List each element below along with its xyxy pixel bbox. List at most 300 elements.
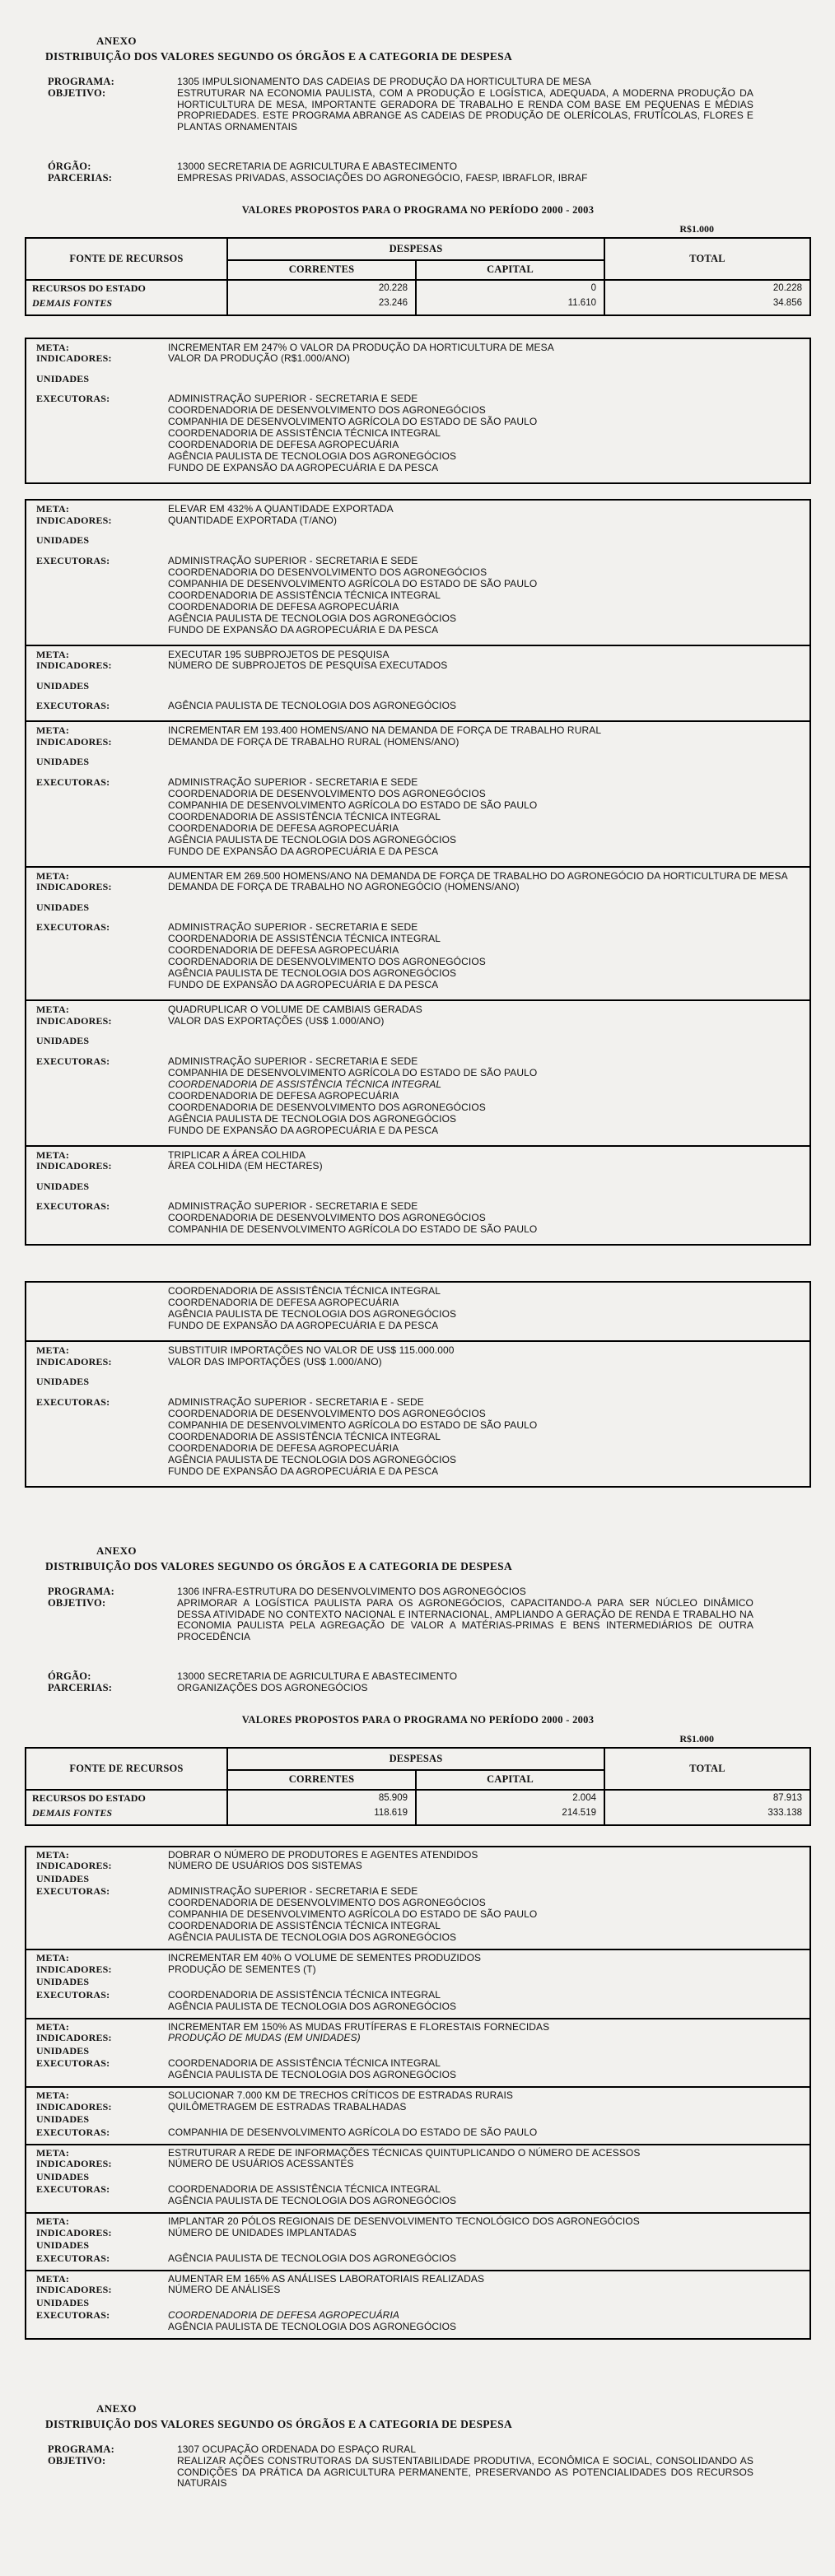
executor-unit: COORDENADORIA DE ASSISTÊNCIA TÉCNICA INTEGRAL <box>168 589 441 601</box>
executoras-label: EXECUTORAS: <box>36 1988 110 2001</box>
meta-row <box>26 2285 809 2296</box>
executor-unit: COORDENADORIA DE ASSISTÊNCIA TÉCNICA INTEGRAL <box>168 810 441 822</box>
orgao-value: 13000 SECRETARIA DE AGRICULTURA E ABASTECIMENTO <box>177 1670 458 1682</box>
executor-unit: COORDENADORIA DE ASSISTÊNCIA TÉCNICA INTEGRAL <box>168 1988 441 2001</box>
executor-unit: COORDENADORIA DE DEFESA AGROPECUÁRIA <box>168 822 399 834</box>
executor-unit: COORDENADORIA DE DEFESA AGROPECUÁRIA <box>168 2309 399 2322</box>
unidades-label: UNIDADES <box>36 1872 90 1884</box>
executor-unit: COORDENADORIA DO DESENVOLVIMENTO DOS AGRONEGÓCIOS <box>168 566 487 578</box>
executor-unit: FUNDO DE EXPANSÃO DA AGROPECUÁRIA E DA PESCA <box>168 979 439 991</box>
anexo-heading: ANEXO <box>96 35 137 47</box>
meta-value <box>168 1036 809 1047</box>
executor-unit: COMPANHIA DE DESENVOLVIMENTO AGRÍCOLA DO ESTADO DE SÃO PAULO <box>168 1418 538 1431</box>
executor-unit: ADMINISTRAÇÃO SUPERIOR - SECRETARIA E SEDE <box>168 921 418 934</box>
meta-value <box>168 504 809 515</box>
meta-label: META: <box>36 2215 70 2228</box>
objetivo-value: REALIZAR AÇÕES CONSTRUTORAS DA SUSTENTABILIDADE PRODUTIVA, ECONÔMICA E SOCIAL, CONSOLIDANDO AS CONDIÇÕES DA PRÁTICA DA AGRICULTURA PERMANENTE, PRESERVANDO AS POTENCIALIDADES DOS RECURSOS NATURAIS <box>177 2454 753 2490</box>
meta-label: META: <box>36 869 70 882</box>
indicadores-label: INDICADORES: <box>36 514 112 526</box>
meta-row <box>26 1861 809 1872</box>
indicadores-text: QUANTIDADE EXPORTADA (T/ANO) <box>168 514 338 526</box>
objetivo-label: OBJETIVO: <box>48 1596 106 1609</box>
executor-unit: AGÊNCIA PAULISTA DE TECNOLOGIA DOS AGRONEGÓCIOS <box>168 967 457 980</box>
executor-unit: COORDENADORIA DE ASSISTÊNCIA TÉCNICA INTEGRAL <box>168 2057 441 2070</box>
indicadores-text: NÚMERO DE UNIDADES IMPLANTADAS <box>168 2226 357 2238</box>
indicadores-label: INDICADORES: <box>36 2226 112 2238</box>
unidades-label: UNIDADES <box>36 2113 90 2126</box>
executor-unit: COORDENADORIA DE ASSISTÊNCIA TÉCNICA INTEGRAL <box>168 427 441 440</box>
executors-list <box>168 2127 796 2139</box>
meta-value <box>168 2046 809 2057</box>
row-fonte: DEMAIS FONTES <box>26 297 227 315</box>
executor-unit: ADMINISTRAÇÃO SUPERIOR - SECRETARIA E SEDE <box>168 393 418 405</box>
meta-value <box>168 2228 809 2239</box>
programa-label: PROGRAMA: <box>48 1586 114 1597</box>
meta-row <box>26 374 809 385</box>
organ-info <box>0 1671 835 1694</box>
meta-row <box>26 725 809 737</box>
meta-label: META: <box>36 341 70 353</box>
indicadores-text: ÁREA COLHIDA (EM HECTARES) <box>168 1160 323 1172</box>
executor-unit: COORDENADORIA DE DEFESA AGROPECUÁRIA <box>168 1297 399 1308</box>
meta-value <box>168 2022 809 2033</box>
executor-unit: ADMINISTRAÇÃO SUPERIOR - SECRETARIA E - SEDE <box>168 1395 424 1408</box>
meta-value <box>168 342 809 354</box>
executoras-label: EXECUTORAS: <box>36 921 110 934</box>
executor-unit: AGÊNCIA PAULISTA DE TECNOLOGIA DOS AGRONEGÓCIOS <box>168 2069 457 2081</box>
meta-row <box>26 2240 809 2252</box>
col-total-header: TOTAL <box>604 238 810 280</box>
meta-text: INCREMENTAR EM 247% O VALOR DA PRODUÇÃO DA HORTICULTURA DE MESA <box>168 341 554 353</box>
indicadores-label: INDICADORES: <box>36 1355 112 1367</box>
meta-label: META: <box>36 2089 70 2102</box>
meta-value <box>168 535 809 547</box>
meta-row <box>26 2274 809 2285</box>
indicadores-label: INDICADORES: <box>36 2100 112 2113</box>
executor-unit: COORDENADORIA DE DESENVOLVIMENTO DOS AGRONEGÓCIOS <box>168 1407 486 1419</box>
executoras-label: EXECUTORAS: <box>36 700 110 712</box>
indicadores-text: VALOR DA PRODUÇÃO (R$1.000/ANO) <box>168 352 350 365</box>
program-info <box>0 2444 835 2490</box>
executoras-label: EXECUTORAS: <box>36 2252 110 2264</box>
meta-row <box>26 556 809 636</box>
meta-row <box>26 2046 809 2057</box>
meta-value <box>168 902 809 914</box>
meta-row <box>26 1357 809 1368</box>
meta-value <box>168 1286 809 1332</box>
executor-unit: AGÊNCIA PAULISTA DE TECNOLOGIA DOS AGRONEGÓCIOS <box>168 700 457 712</box>
meta-value <box>168 2240 809 2252</box>
unidades-label: UNIDADES <box>36 372 90 384</box>
meta-value <box>168 2090 809 2102</box>
executor-unit: AGÊNCIA PAULISTA DE TECNOLOGIA DOS AGRONEGÓCIOS <box>168 450 457 463</box>
row-correntes: 85.909 <box>227 1790 416 1807</box>
executor-unit: COORDENADORIA DE ASSISTÊNCIA TÉCNICA INTEGRAL <box>168 1078 442 1090</box>
executoras-label: EXECUTORAS: <box>36 776 110 788</box>
meta-row <box>26 902 809 914</box>
executors-list <box>168 2184 796 2207</box>
meta-text: TRIPLICAR A ÁREA COLHIDA <box>168 1148 306 1161</box>
meta-value <box>168 1953 809 1964</box>
meta-block <box>26 999 809 1145</box>
executor-unit: COMPANHIA DE DESENVOLVIMENTO AGRÍCOLA DO ESTADO DE SÃO PAULO <box>168 1223 538 1236</box>
meta-text: SOLUCIONAR 7.000 KM DE TRECHOS CRÍTICOS DE ESTRADAS RURAIS <box>168 2089 513 2102</box>
col-capital-header: CAPITAL <box>416 260 604 280</box>
executor-unit: FUNDO DE EXPANSÃO DA AGROPECUÁRIA E DA PESCA <box>168 462 439 474</box>
row-total: 34.856 <box>772 298 802 309</box>
meta-text: AUMENTAR EM 165% AS ANÁLISES LABORATORIAIS REALIZADAS <box>168 2272 485 2285</box>
meta-row <box>26 1874 809 1885</box>
meta-row <box>26 2184 809 2207</box>
meta-value <box>168 1345 809 1357</box>
indicadores-label: INDICADORES: <box>36 881 112 893</box>
empty-label <box>26 1286 168 1332</box>
executor-unit: ADMINISTRAÇÃO SUPERIOR - SECRETARIA E SEDE <box>168 554 418 566</box>
meta-value <box>168 2159 809 2170</box>
indicadores-text: PRODUÇÃO DE SEMENTES (T) <box>168 1963 316 1975</box>
programa-value: 1306 INFRA-ESTRUTURA DO DESENVOLVIMENTO DOS AGRONEGÓCIOS <box>177 1586 526 1597</box>
table-row <box>26 1790 810 1807</box>
meta-value <box>168 1377 809 1388</box>
executors-list <box>168 701 796 712</box>
col-fonte-header: FONTE DE RECURSOS <box>26 238 227 280</box>
indicadores-text: NÚMERO DE SUBPROJETOS DE PESQUISA EXECUTADOS <box>168 659 448 672</box>
executor-unit: ADMINISTRAÇÃO SUPERIOR - SECRETARIA E SEDE <box>168 1055 418 1067</box>
meta-group <box>25 1281 811 1488</box>
unidades-label: UNIDADES <box>36 1976 90 1988</box>
meta-row <box>26 1886 809 1944</box>
meta-value <box>168 1161 809 1172</box>
indicadores-label: INDICADORES: <box>36 2158 112 2170</box>
meta-block-continuation <box>26 1283 809 1340</box>
meta-value <box>168 2285 809 2296</box>
meta-value <box>168 681 809 692</box>
meta-row <box>26 1161 809 1172</box>
meta-value <box>168 1004 809 1016</box>
executor-unit: AGÊNCIA PAULISTA DE TECNOLOGIA DOS AGRONEGÓCIOS <box>168 2000 457 2012</box>
meta-value <box>168 2114 809 2126</box>
parcerias-label: PARCERIAS: <box>48 171 113 184</box>
meta-row <box>26 394 809 474</box>
executoras-label: EXECUTORAS: <box>36 1200 110 1213</box>
meta-value <box>168 2310 809 2333</box>
meta-block <box>26 1340 809 1486</box>
meta-row <box>26 535 809 547</box>
executor-unit: AGÊNCIA PAULISTA DE TECNOLOGIA DOS AGRONEGÓCIOS <box>168 1453 457 1465</box>
executor-unit: AGÊNCIA PAULISTA DE TECNOLOGIA DOS AGRONEGÓCIOS <box>168 612 457 624</box>
orgao-label: ÓRGÃO: <box>48 1670 91 1682</box>
meta-label: META: <box>36 1148 70 1161</box>
meta-value <box>168 2102 809 2113</box>
executor-unit: COORDENADORIA DE DESENVOLVIMENTO DOS AGRONEGÓCIOS <box>168 1897 486 1909</box>
row-capital: 11.610 <box>416 297 604 315</box>
executor-unit: COORDENADORIA DE DESENVOLVIMENTO DOS AGRONEGÓCIOS <box>168 787 486 799</box>
row-capital: 0 <box>416 280 604 297</box>
objetivo-value: APRIMORAR A LOGÍSTICA PAULISTA PARA OS AGRONEGÓCIOS, CAPACITANDO-A PARA SER NÚCLEO DINÂMICO DESSA ATIVIDADE NO CONTEXTO NACIONAL E INTERNACIONAL, AMPLIANDO A GERAÇÃO DE RENDA E TRABALHO NA ECONOMIA PAULISTA PELA AGREGAÇÃO DE VALOR A MATÉRIAS-PRIMAS E BENS INTERMEDIÁRIOS DE OUTRA PROCEDÊNCIA <box>177 1596 753 1643</box>
executor-unit: ADMINISTRAÇÃO SUPERIOR - SECRETARIA E SEDE <box>168 1200 418 1213</box>
meta-row <box>26 777 809 858</box>
meta-block <box>26 1949 809 2018</box>
meta-value <box>168 882 809 893</box>
meta-row <box>26 2102 809 2113</box>
executor-unit: COMPANHIA DE DESENVOLVIMENTO AGRÍCOLA DO ESTADO DE SÃO PAULO <box>168 1066 538 1078</box>
meta-row <box>26 1850 809 1861</box>
meta-label: META: <box>36 2020 70 2033</box>
meta-label: META: <box>36 1952 70 1964</box>
meta-block <box>26 2212 809 2270</box>
meta-row <box>26 2114 809 2126</box>
executor-unit: AGÊNCIA PAULISTA DE TECNOLOGIA DOS AGRONEGÓCIOS <box>168 1931 457 1944</box>
meta-text: SUBSTITUIR IMPORTAÇÕES NO VALOR DE US$ 115.000.000 <box>168 1344 455 1356</box>
meta-block <box>26 720 809 866</box>
row-total: 333.138 <box>767 1808 802 1819</box>
organ-info <box>0 161 835 184</box>
parcerias-value: EMPRESAS PRIVADAS, ASSOCIAÇÕES DO AGRONEGÓCIO, FAESP, IBRAFLOR, IBRAF <box>177 171 588 184</box>
meta-row <box>26 2228 809 2239</box>
meta-block <box>26 2018 809 2087</box>
col-correntes-header: CORRENTES <box>288 263 355 275</box>
meta-row <box>26 2033 809 2044</box>
program-info <box>0 1586 835 1643</box>
funding-table-unit: R$1.000 <box>679 1732 714 1745</box>
page-title: DISTRIBUIÇÃO DOS VALORES SEGUNDO OS ÓRGÃOS E A CATEGORIA DE DESPESA <box>45 50 512 63</box>
row-fonte: DEMAIS FONTES <box>26 1807 227 1825</box>
meta-value <box>168 1181 809 1193</box>
executors-list <box>168 1397 796 1478</box>
executoras-label: EXECUTORAS: <box>36 1885 110 1898</box>
meta-text: INCREMENTAR EM 150% AS MUDAS FRUTÍFERAS E FLORESTAIS FORNECIDAS <box>168 2020 550 2033</box>
meta-row <box>26 2159 809 2170</box>
program-info <box>0 77 835 133</box>
indicadores-text: VALOR DAS IMPORTAÇÕES (US$ 1.000/ANO) <box>168 1355 382 1367</box>
meta-text: INCREMENTAR EM 40% O VOLUME DE SEMENTES PRODUZIDOS <box>168 1952 482 1964</box>
indicadores-label: INDICADORES: <box>36 1160 112 1172</box>
meta-row <box>26 882 809 893</box>
funding-table-unit: R$1.000 <box>679 222 714 235</box>
meta-value <box>168 757 809 768</box>
section-program-1306 <box>0 1544 835 2340</box>
meta-block <box>26 1145 809 1245</box>
meta-label: META: <box>36 1004 70 1016</box>
row-total: 20.228 <box>604 280 810 297</box>
meta-text: IMPLANTAR 20 PÓLOS REGIONAIS DE DESENVOLVIMENTO TECNOLÓGICO DOS AGRONEGÓCIOS <box>168 2215 640 2228</box>
programa-label: PROGRAMA: <box>48 2443 114 2455</box>
unidades-label: UNIDADES <box>36 2170 90 2182</box>
meta-row <box>26 504 809 515</box>
row-fonte: RECURSOS DO ESTADO <box>26 1790 227 1807</box>
executor-unit: COORDENADORIA DE DESENVOLVIMENTO DOS AGRONEGÓCIOS <box>168 1212 486 1224</box>
meta-value <box>168 2184 809 2207</box>
executors-list <box>168 2310 796 2333</box>
executors-list <box>168 556 796 636</box>
indicadores-label: INDICADORES: <box>36 2032 112 2044</box>
executor-unit: COORDENADORIA DE ASSISTÊNCIA TÉCNICA INTEGRAL <box>168 1430 441 1442</box>
meta-label: META: <box>36 2146 70 2159</box>
meta-label: META: <box>36 1344 70 1356</box>
executors-list <box>168 1286 796 1332</box>
meta-row <box>26 1953 809 1964</box>
executor-unit: COORDENADORIA DE DESENVOLVIMENTO DOS AGRONEGÓCIOS <box>168 1101 486 1113</box>
meta-row <box>26 1977 809 1988</box>
meta-value <box>168 2298 809 2309</box>
unidades-label: UNIDADES <box>36 534 90 547</box>
meta-value <box>168 725 809 737</box>
indicadores-text: DEMANDA DE FORÇA DE TRABALHO RURAL (HOMENS/ANO) <box>168 735 459 748</box>
meta-row <box>26 1181 809 1193</box>
programa-value: 1305 IMPULSIONAMENTO DAS CADEIAS DE PRODUÇÃO DA HORTICULTURA DE MESA <box>177 76 591 87</box>
meta-label: META: <box>36 503 70 515</box>
executor-unit: COMPANHIA DE DESENVOLVIMENTO AGRÍCOLA DO ESTADO DE SÃO PAULO <box>168 799 538 811</box>
funding-table <box>25 1747 811 1826</box>
meta-row <box>26 2253 809 2265</box>
meta-row <box>26 922 809 991</box>
meta-value <box>168 515 809 527</box>
meta-value <box>168 1964 809 1976</box>
executoras-label: EXECUTORAS: <box>36 2057 110 2070</box>
unidades-label: UNIDADES <box>36 756 90 768</box>
meta-value <box>168 374 809 385</box>
executor-unit: FUNDO DE EXPANSÃO DA AGROPECUÁRIA E DA PESCA <box>168 845 439 857</box>
executors-list <box>168 1886 796 1944</box>
objetivo-label: OBJETIVO: <box>48 86 106 99</box>
executor-unit: AGÊNCIA PAULISTA DE TECNOLOGIA DOS AGRONEGÓCIOS <box>168 2252 457 2264</box>
executors-list <box>168 777 796 858</box>
meta-row <box>26 1377 809 1388</box>
meta-row <box>26 2090 809 2102</box>
executor-unit: FUNDO DE EXPANSÃO DA AGROPECUÁRIA E DA PESCA <box>168 623 439 636</box>
meta-value <box>168 660 809 672</box>
executors-list <box>168 1990 796 2013</box>
unidades-label: UNIDADES <box>36 1180 90 1192</box>
executor-unit: AGÊNCIA PAULISTA DE TECNOLOGIA DOS AGRONEGÓCIOS <box>168 1112 457 1125</box>
indicadores-label: INDICADORES: <box>36 735 112 748</box>
meta-value <box>168 2033 809 2044</box>
meta-row <box>26 1345 809 1357</box>
executor-unit: COMPANHIA DE DESENVOLVIMENTO AGRÍCOLA DO ESTADO DE SÃO PAULO <box>168 577 538 589</box>
meta-row <box>26 353 809 365</box>
col-correntes-header: CORRENTES <box>288 1772 355 1785</box>
meta-value <box>168 2058 809 2081</box>
unidades-label: UNIDADES <box>36 2296 90 2308</box>
meta-row <box>26 701 809 712</box>
indicadores-text: NÚMERO DE ANÁLISES <box>168 2284 281 2296</box>
meta-row <box>26 1286 809 1332</box>
meta-block <box>26 1847 809 1949</box>
meta-row <box>26 1397 809 1478</box>
meta-row <box>26 2022 809 2033</box>
meta-value <box>168 1397 809 1478</box>
meta-block <box>26 866 809 1000</box>
meta-text: INCREMENTAR EM 193.400 HOMENS/ANO NA DEMANDA DE FORÇA DE TRABALHO RURAL <box>168 724 602 737</box>
section-program-1305 <box>0 35 835 1246</box>
meta-row <box>26 2127 809 2139</box>
executoras-label: EXECUTORAS: <box>36 554 110 566</box>
meta-block <box>26 339 809 483</box>
meta-block <box>26 501 809 645</box>
meta-value <box>168 1861 809 1872</box>
meta-row <box>26 2310 809 2333</box>
row-fonte: RECURSOS DO ESTADO <box>26 280 227 297</box>
meta-value <box>168 2216 809 2228</box>
section-program-1305-continuation <box>0 1281 835 1488</box>
table-row <box>26 1807 810 1825</box>
meta-group <box>25 338 811 485</box>
unidades-label: UNIDADES <box>36 1376 90 1387</box>
meta-value <box>168 1357 809 1368</box>
objetivo-label: OBJETIVO: <box>48 2454 106 2467</box>
executor-unit: AGÊNCIA PAULISTA DE TECNOLOGIA DOS AGRONEGÓCIOS <box>168 1308 457 1320</box>
meta-text: EXECUTAR 195 SUBPROJETOS DE PESQUISA <box>168 648 390 660</box>
meta-value <box>168 394 809 474</box>
meta-text: QUADRUPLICAR O VOLUME DE CAMBIAIS GERADAS <box>168 1004 422 1016</box>
meta-row <box>26 1036 809 1047</box>
executor-unit: AGÊNCIA PAULISTA DE TECNOLOGIA DOS AGRONEGÓCIOS <box>168 2195 457 2207</box>
meta-block <box>26 645 809 721</box>
meta-row <box>26 757 809 768</box>
executors-list <box>168 922 796 991</box>
meta-text: ELEVAR EM 432% A QUANTIDADE EXPORTADA <box>168 503 394 515</box>
meta-value <box>168 701 809 712</box>
executor-unit: AGÊNCIA PAULISTA DE TECNOLOGIA DOS AGRONEGÓCIOS <box>168 833 457 845</box>
page-title: DISTRIBUIÇÃO DOS VALORES SEGUNDO OS ÓRGÃOS E A CATEGORIA DE DESPESA <box>45 2418 512 2430</box>
executors-list <box>168 394 796 474</box>
parcerias-label: PARCERIAS: <box>48 1681 113 1693</box>
col-capital-header: CAPITAL <box>416 1770 604 1790</box>
indicadores-label: INDICADORES: <box>36 1014 112 1027</box>
row-total: 87.913 <box>604 1790 810 1807</box>
table-row <box>26 297 810 315</box>
indicadores-text: PRODUÇÃO DE MUDAS (EM UNIDADES) <box>168 2032 361 2044</box>
meta-row <box>26 1150 809 1162</box>
indicadores-label: INDICADORES: <box>36 352 112 365</box>
anexo-heading: ANEXO <box>96 2402 137 2415</box>
executor-unit: COORDENADORIA DE DEFESA AGROPECUÁRIA <box>168 1089 399 1102</box>
anexo-heading: ANEXO <box>96 1544 137 1557</box>
meta-row <box>26 1201 809 1236</box>
meta-row <box>26 1964 809 1976</box>
executor-unit: COMPANHIA DE DESENVOLVIMENTO AGRÍCOLA DO ESTADO DE SÃO PAULO <box>168 416 538 428</box>
unidades-label: UNIDADES <box>36 2239 90 2252</box>
meta-text: DOBRAR O NÚMERO DE PRODUTORES E AGENTES ATENDIDOS <box>168 1848 478 1861</box>
meta-row <box>26 1004 809 1016</box>
executor-unit: COORDENADORIA DE ASSISTÊNCIA TÉCNICA INTEGRAL <box>168 1920 441 1932</box>
executoras-label: EXECUTORAS: <box>36 393 110 405</box>
table-row <box>26 280 810 297</box>
meta-row <box>26 515 809 527</box>
unidades-label: UNIDADES <box>36 2044 90 2057</box>
orgao-value: 13000 SECRETARIA DE AGRICULTURA E ABASTECIMENTO <box>177 160 458 172</box>
meta-group <box>25 1846 811 2341</box>
meta-row <box>26 2148 809 2159</box>
funding-table-title: VALORES PROPOSTOS PARA O PROGRAMA NO PERÍODO 2000 - 2003 <box>241 1713 595 1726</box>
unidades-label: UNIDADES <box>36 679 90 692</box>
meta-value <box>168 1874 809 1885</box>
meta-block <box>26 2086 809 2144</box>
indicadores-text: NÚMERO DE USUÁRIOS ACESSANTES <box>168 2158 354 2170</box>
executor-unit: COORDENADORIA DE ASSISTÊNCIA TÉCNICA INTEGRAL <box>168 933 441 945</box>
indicadores-text: DEMANDA DE FORÇA DE TRABALHO NO AGRONEGÓCIO (HOMENS/ANO) <box>168 881 520 893</box>
meta-row <box>26 2298 809 2309</box>
executoras-label: EXECUTORAS: <box>36 1395 110 1408</box>
meta-value <box>168 1977 809 1988</box>
row-correntes: 118.619 <box>227 1807 416 1825</box>
executor-unit: ADMINISTRAÇÃO SUPERIOR - SECRETARIA E SEDE <box>168 1885 418 1898</box>
row-correntes: 23.246 <box>227 297 416 315</box>
meta-value <box>168 1056 809 1137</box>
meta-value <box>168 1990 809 2013</box>
meta-row <box>26 737 809 748</box>
meta-block <box>26 2144 809 2213</box>
